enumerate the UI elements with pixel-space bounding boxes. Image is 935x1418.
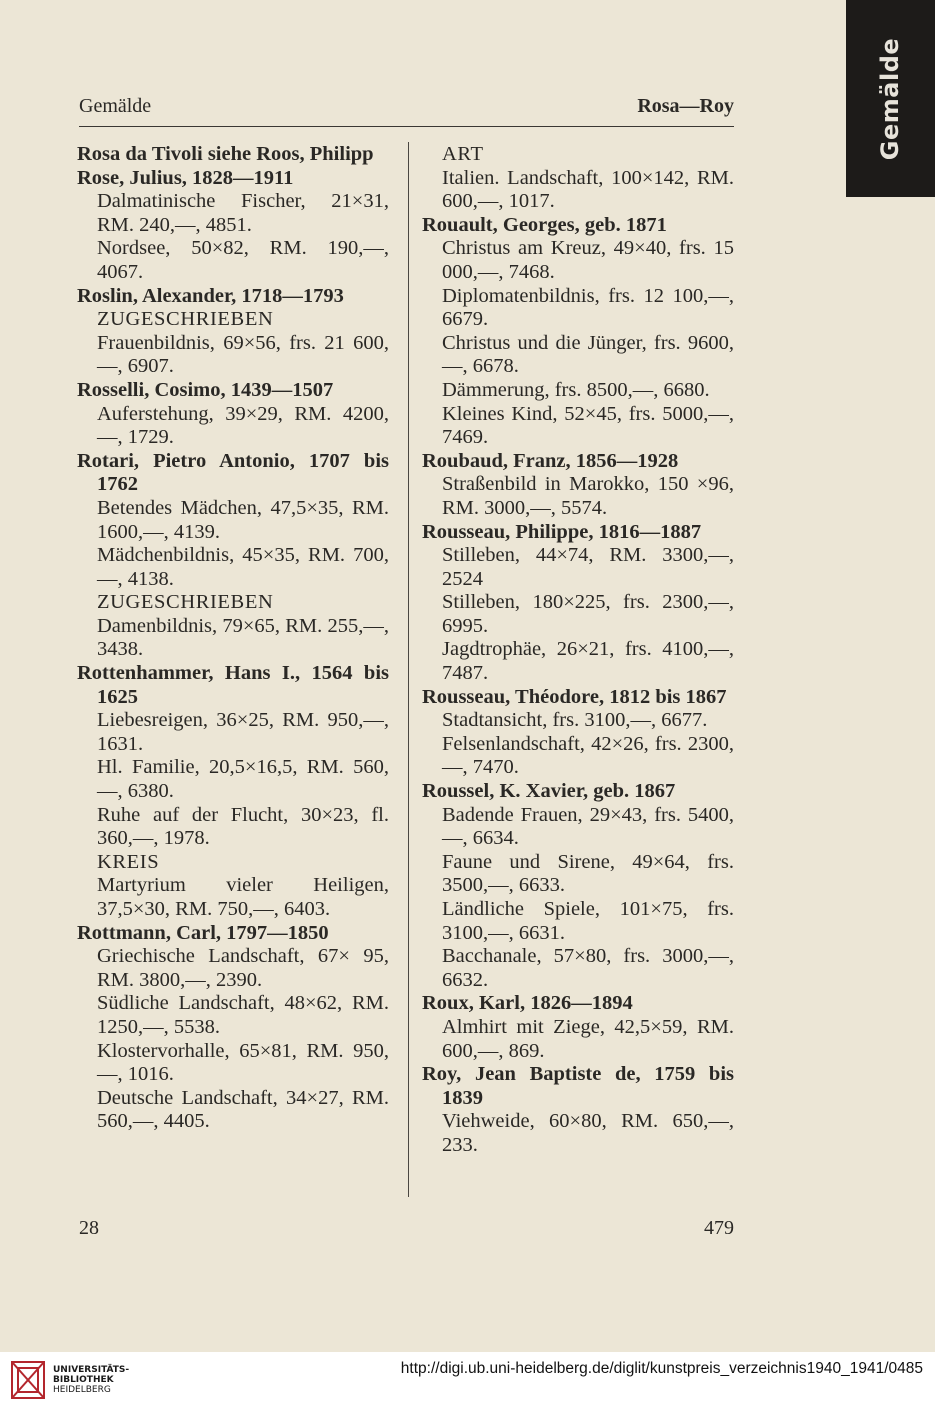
artwork-entry: Christus und die Jünger, frs. 9600,—, 6678. <box>442 331 734 378</box>
artist-heading: Rose, Julius, 1828—1911 <box>77 166 294 189</box>
artwork-entry: Straßenbild in Marokko, 150 ×96, RM. 3000,—, 5574. <box>442 473 734 519</box>
artwork-entry: Kleines Kind, 52×45, frs. 5000,—, 7469. <box>442 402 734 449</box>
artist-heading: Rousseau, Théodore, 1812 bis 1867 <box>422 685 727 708</box>
artwork-entry: Betendes Mädchen, 47,5×35, RM. 1600,—, 4139. <box>97 496 389 543</box>
artwork-entry: Jagdtrophäe, 26×21, frs. 4100,—, 7487. <box>442 638 734 685</box>
logo-line-3: HEIDELBERG <box>53 1385 111 1395</box>
artist-heading: Rousseau, Philippe, 1816—1887 <box>422 520 702 543</box>
artist-heading: Roussel, K. Xavier, geb. 1867 <box>422 780 676 803</box>
page-number-right: 479 <box>704 1217 734 1239</box>
artwork-entry: Bacchanale, 57×80, frs. 3000,—, 6632. <box>442 945 734 991</box>
header-rule <box>79 126 734 127</box>
artwork-entry: Italien. Landschaft, 100×142, RM. 600,—, 1017. <box>442 166 734 213</box>
artwork-entry: Felsenlandschaft, 42×26, frs. 2300,—, 7470. <box>442 732 734 779</box>
logo-line-1: UNIVERSITÄTS- <box>53 1365 130 1375</box>
attribution-label: ZUGESCHRIEBEN <box>97 308 274 331</box>
running-header-right: Rosa—Roy <box>637 95 734 117</box>
artwork-entry: Südliche Landschaft, 48×62, RM. 1250,—, 5538. <box>97 992 389 1038</box>
artist-heading: Roubaud, Franz, 1856—1928 <box>422 449 679 472</box>
artwork-entry: Christus am Kreuz, 49×40, frs. 15 000,—, 7468. <box>442 237 734 283</box>
column-divider <box>408 142 409 1197</box>
library-logo-icon <box>10 1360 46 1400</box>
artwork-entry: Hl. Familie, 20,5×16,5, RM. 560,—, 6380. <box>97 756 389 803</box>
artist-heading: Rosa da Tivoli siehe Roos, Philipp <box>77 143 374 165</box>
artwork-entry: Klostervorhalle, 65×81, RM. 950,—, 1016. <box>97 1039 389 1086</box>
left-column <box>77 143 389 1134</box>
section-tab-label-wrap <box>846 0 935 197</box>
artwork-entry: Auferstehung, 39×29, RM. 4200,—, 1729. <box>97 402 389 449</box>
artist-heading: Rottmann, Carl, 1797—1850 <box>77 921 329 944</box>
artist-heading: Roslin, Alexander, 1718—1793 <box>77 284 344 307</box>
artist-heading: Rosselli, Cosimo, 1439—1507 <box>77 378 334 401</box>
artwork-entry: Griechische Landschaft, 67× 95, RM. 3800,—, 2390. <box>97 945 389 991</box>
artwork-entry: Stilleben, 180×225, frs. 2300,—, 6995. <box>442 591 734 637</box>
artist-heading: Rotari, Pietro Antonio, 1707 bis 1762 <box>77 449 389 496</box>
right-column <box>422 143 734 1158</box>
artwork-entry: Dalmatinische Fischer, 21×31, RM. 240,—, 4851. <box>97 190 389 236</box>
artwork-entry: Martyrium vieler Heiligen, 37,5×30, RM. 750,—, 6403. <box>97 874 389 920</box>
artwork-entry: Viehweide, 60×80, RM. 650,—, 233. <box>442 1110 734 1156</box>
artwork-entry: Almhirt mit Ziege, 42,5×59, RM. 600,—, 869. <box>442 1015 734 1062</box>
artwork-entry: Frauenbildnis, 69×56, frs. 21 600,—, 6907. <box>97 331 389 378</box>
artist-heading: Rouault, Georges, geb. 1871 <box>422 213 667 236</box>
section-tab-label: Gemälde <box>876 37 905 160</box>
artwork-entry: Damenbildnis, 79×65, RM. 255,—, 3438. <box>97 614 389 661</box>
artwork-entry: Stadtansicht, frs. 3100,—, 6677. <box>442 709 708 732</box>
source-url-link[interactable]: http://digi.ub.uni-heidelberg.de/diglit/kunstpreis_verzeichnis1940_1941/0485 <box>400 1360 923 1377</box>
artist-heading: Rottenhammer, Hans I., 1564 bis 1625 <box>77 662 389 708</box>
running-header-left: Gemälde <box>79 95 152 117</box>
artwork-entry: Nordsee, 50×82, RM. 190,—, 4067. <box>97 237 389 283</box>
artwork-entry: Faune und Sirene, 49×64, frs. 3500,—, 6633. <box>442 850 734 897</box>
artwork-entry: Ländliche Spiele, 101×75, frs. 3100,—, 6631. <box>442 898 734 944</box>
artist-heading: Roy, Jean Baptiste de, 1759 bis 1839 <box>422 1063 734 1109</box>
artist-heading: Roux, Karl, 1826—1894 <box>422 992 633 1015</box>
logo-line-2: BIBLIOTHEK <box>53 1375 114 1385</box>
artwork-entry: Diplomatenbildnis, frs. 12 100,—, 6679. <box>442 284 734 331</box>
attribution-label: ART <box>442 143 484 165</box>
page-number-left: 28 <box>79 1217 99 1239</box>
attribution-label: KREIS <box>97 850 160 873</box>
attribution-label: ZUGESCHRIEBEN <box>97 591 274 614</box>
artwork-entry: Deutsche Landschaft, 34×27, RM. 560,—, 4405. <box>97 1086 389 1133</box>
artwork-entry: Ruhe auf der Flucht, 30×23, fl. 360,—, 1978. <box>97 803 389 850</box>
artwork-entry: Badende Frauen, 29×43, frs. 5400,—, 6634. <box>442 803 734 850</box>
artwork-entry: Liebesreigen, 36×25, RM. 950,—, 1631. <box>97 709 389 755</box>
artwork-entry: Stilleben, 44×74, RM. 3300,—, 2524 <box>442 544 734 590</box>
artwork-entry: Dämmerung, frs. 8500,—, 6680. <box>442 378 710 401</box>
artwork-entry: Mädchenbildnis, 45×35, RM. 700,—, 4138. <box>97 544 389 590</box>
library-logo-text <box>53 1365 129 1395</box>
